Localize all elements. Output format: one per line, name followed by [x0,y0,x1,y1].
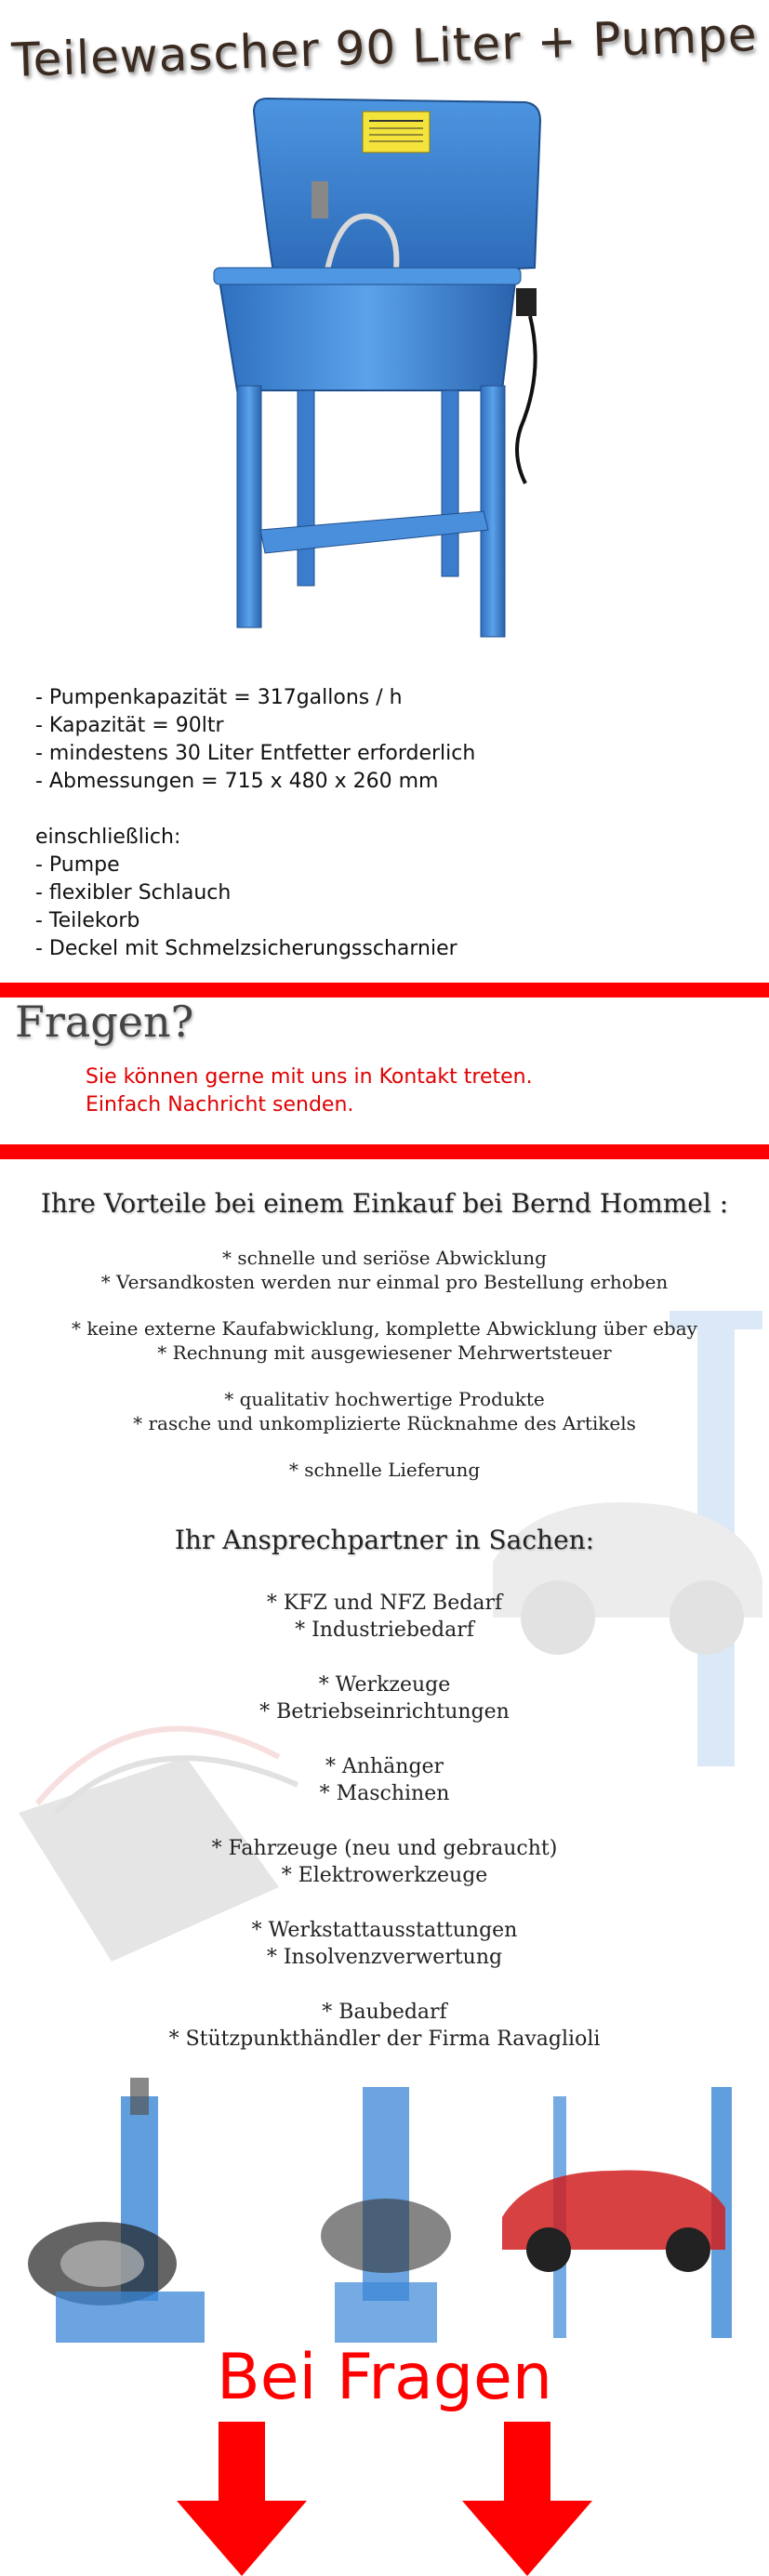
contact-title: Ihr Ansprechpartner in Sachen: [174,1525,595,1555]
spec-line: - Kapazität = 90ltr [35,714,224,737]
contact-item: * Industriebedarf [295,1618,474,1642]
contact-item: * Elektrowerkzeuge [281,1864,488,1887]
car-lift-image [502,2078,769,2347]
divider-bottom [0,1144,769,1159]
tire-changer-image [19,2078,232,2347]
questions-heading: Fragen? [15,997,194,1047]
contact-item: * Stützpunkthändler der Firma Ravaglioli [168,2028,601,2051]
cta-heading: Bei Fragen [217,2341,552,2414]
contact-item: * Anhänger [325,1755,444,1778]
contact-item: * Betriebseinrichtungen [259,1700,510,1724]
contact-item: * Werkstattausstattungen [251,1919,518,1942]
included-item: - Pumpe [35,853,120,877]
arrow-down-icon [462,2422,592,2576]
questions-line: Sie können gerne mit uns in Kontakt treten. [86,1065,533,1089]
page-title: Teilewascher 90 Liter + Pumpe [10,7,759,87]
contact-item: * Fahrzeuge (neu und gebraucht) [211,1837,558,1860]
contact-item: * Maschinen [319,1782,450,1805]
included-heading: einschließlich: [35,826,181,849]
contact-item: * Werkzeuge [318,1673,451,1697]
included-item: - Teilekorb [35,909,140,932]
spec-list [35,684,686,963]
spec-line: - Abmessungen = 715 x 480 x 260 mm [35,770,439,793]
advantage-item: * rasche und unkomplizierte Rücknahme des Artikels [133,1412,636,1434]
included-item: - Deckel mit Schmelzsicherungsscharnier [35,937,457,960]
included-item: - flexibler Schlauch [35,881,232,905]
spec-line: - Pumpenkapazität = 317gallons / h [35,686,403,709]
advantage-item: * schnelle und seriöse Abwicklung [222,1247,547,1269]
parts-washer-image [209,93,553,641]
advantage-item: * Rechnung mit ausgewiesener Mehrwertsteuer [157,1341,612,1364]
arrow-down-icon [177,2422,307,2576]
contact-item: * Baubedarf [322,2001,447,2024]
wheel-balancer-image [298,2078,484,2347]
advantage-item: * schnelle Lieferung [288,1459,481,1481]
contact-item: * Insolvenzverwertung [266,1946,503,1969]
advantage-item: * keine externe Kaufabwicklung, komplette Abwicklung über ebay [72,1317,697,1340]
questions-text [86,1063,533,1119]
divider-top [0,983,769,997]
spec-line: - mindestens 30 Liter Entfetter erforderlich [35,742,476,765]
contact-item: * KFZ und NFZ Bedarf [266,1592,503,1615]
advantage-item: * qualitativ hochwertige Produkte [224,1388,545,1410]
questions-line: Einfach Nachricht senden. [86,1093,354,1116]
advantages-title: Ihre Vorteile bei einem Einkauf bei Bernd Hommel : [40,1188,729,1219]
advantages-list [0,1246,769,1482]
advantage-item: * Versandkosten werden nur einmal pro Bestellung erhoben [100,1271,669,1293]
contact-list [0,1590,769,2053]
